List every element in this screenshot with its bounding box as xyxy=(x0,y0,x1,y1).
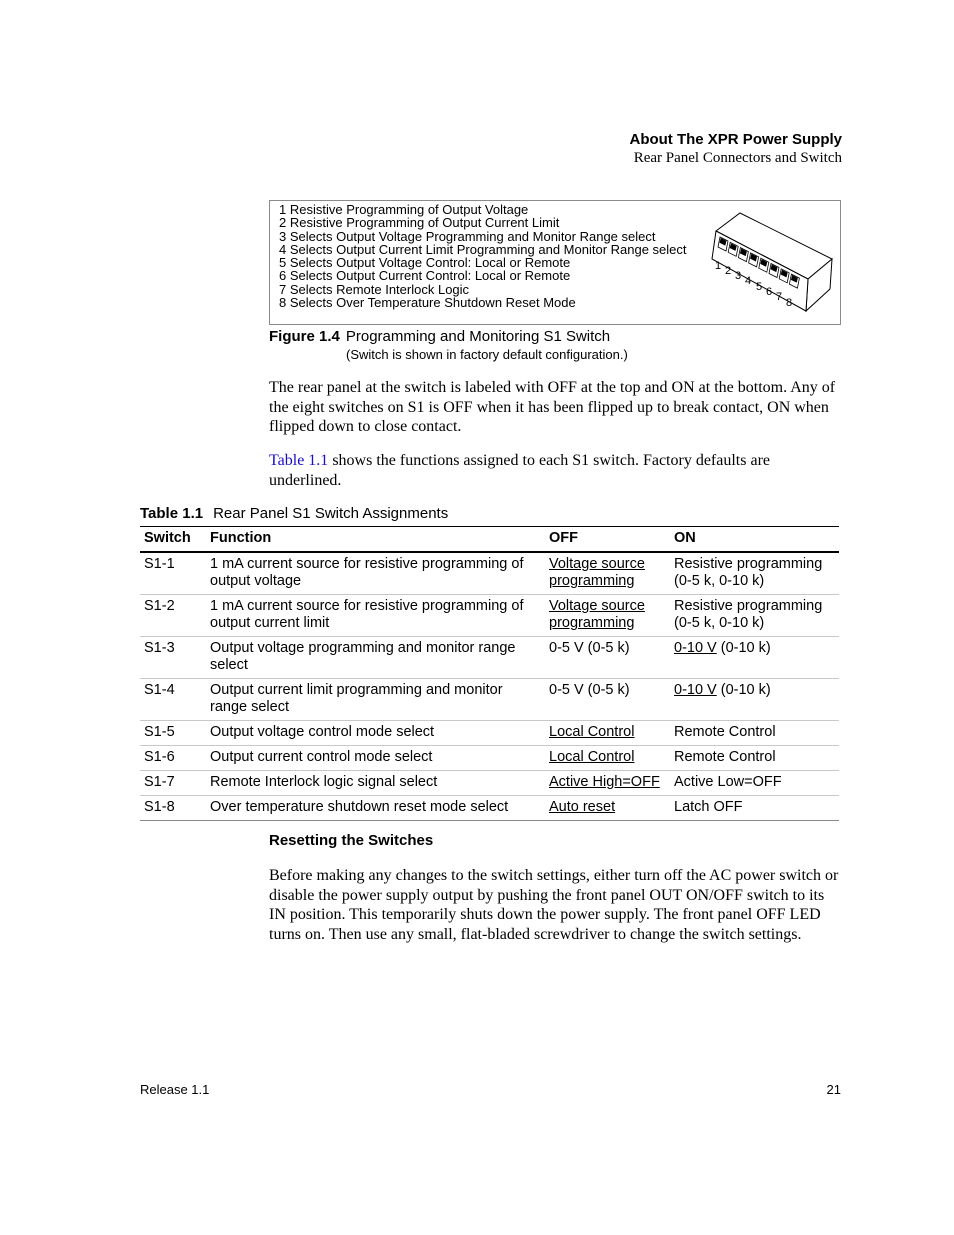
legend-item: 5 Selects Output Voltage Control: Local or Remote xyxy=(279,255,571,271)
paragraph-switch-orientation: The rear panel at the switch is labeled with OFF at the top and ON at the bottom. Any of the eight switches on S1 is OFF when it has been flipped up to break contact, ON when flipped down to close contact. xyxy=(269,379,836,435)
cell-function: 1 mA current source for resistive programming of output current limit xyxy=(206,595,545,637)
cell-on xyxy=(670,637,839,679)
running-header-subtitle: Rear Panel Connectors and Switch xyxy=(633,150,842,166)
table-row xyxy=(140,746,839,771)
table-row xyxy=(140,552,839,595)
table-row xyxy=(140,637,839,679)
cell-off-default: Active High=OFF xyxy=(545,771,670,796)
figure-caption xyxy=(269,328,610,345)
switch-number: 2 xyxy=(725,265,732,277)
legend-item: 8 Selects Over Temperature Shutdown Reset Mode xyxy=(279,295,576,311)
switch-number: 4 xyxy=(745,275,752,287)
legend-item: 4 Selects Output Current Limit Programming and Monitor Range select xyxy=(279,241,687,257)
figure-legend xyxy=(279,203,687,309)
cell-off-default: Local Control xyxy=(545,721,670,746)
cell-function: Over temperature shutdown reset mode select xyxy=(206,796,545,821)
cell-switch: S1-5 xyxy=(140,721,206,746)
switch-number: 1 xyxy=(715,260,722,272)
cell-on-default: 0-10 V xyxy=(674,640,717,656)
table-row xyxy=(140,771,839,796)
cell-switch: S1-7 xyxy=(140,771,206,796)
cell-off-default: Voltage source programming xyxy=(545,595,670,637)
cell-switch: S1-6 xyxy=(140,746,206,771)
cell-on: Latch OFF xyxy=(670,796,839,821)
legend-item: 6 Selects Output Current Control: Local or Remote xyxy=(279,268,571,284)
page-number: 21 xyxy=(826,1082,841,1097)
table-label: Table 1.1 xyxy=(140,505,204,522)
cell-on xyxy=(670,679,839,721)
paragraph-resetting: Before making any changes to the switch settings, either turn off the AC power switch or disable the power supply output by pushing the front panel OUT ON/OFF switch to its IN position. This temporarily shuts down the power supply. The front panel OFF LED turns on. Then use any small, flat-bladed screwdriver to change the switch settings. xyxy=(269,867,839,943)
cell-switch: S1-3 xyxy=(140,637,206,679)
cell-on: Resistive programming (0-5 k, 0-10 k) xyxy=(670,595,839,637)
figure-label: Figure 1.4 xyxy=(269,328,340,345)
section-heading: Resetting the Switches xyxy=(269,832,434,849)
cell-off: 0-5 V (0-5 k) xyxy=(545,679,670,721)
cell-on: Active Low=OFF xyxy=(670,771,839,796)
cell-off: 0-5 V (0-5 k) xyxy=(545,637,670,679)
dip-switch-illustration xyxy=(708,207,836,315)
cell-on-rest: (0-10 k) xyxy=(716,640,771,656)
cell-function: Output voltage control mode select xyxy=(206,721,545,746)
cell-switch: S1-8 xyxy=(140,796,206,821)
running-header-title: About The XPR Power Supply xyxy=(629,131,842,148)
cell-on: Resistive programming (0-5 k, 0-10 k) xyxy=(670,552,839,595)
cell-function: Output current control mode select xyxy=(206,746,545,771)
cell-function: Remote Interlock logic signal select xyxy=(206,771,545,796)
column-header-function: Function xyxy=(206,527,545,553)
cell-on: Remote Control xyxy=(670,721,839,746)
cell-function: 1 mA current source for resistive programming of output voltage xyxy=(206,552,545,595)
switch-number: 8 xyxy=(786,297,793,309)
cell-off-default: Voltage source programming xyxy=(545,552,670,595)
switch-assignments-table xyxy=(140,526,839,821)
column-header-off: OFF xyxy=(545,527,670,553)
paragraph-text: shows the functions assigned to each S1 switch. Factory defaults are underlined. xyxy=(269,452,770,489)
table-row xyxy=(140,796,839,821)
table-caption xyxy=(140,505,448,522)
switch-number: 7 xyxy=(776,291,783,303)
legend-item: 7 Selects Remote Interlock Logic xyxy=(279,281,470,297)
table-row xyxy=(140,595,839,637)
legend-item: 2 Resistive Programming of Output Current Limit xyxy=(279,215,560,231)
figure-caption-text: Programming and Monitoring S1 Switch xyxy=(345,328,611,345)
cell-on-rest: (0-10 k) xyxy=(716,682,771,698)
switch-number: 3 xyxy=(735,270,742,282)
table-link[interactable]: Table 1.1 xyxy=(269,452,329,469)
figure-box xyxy=(269,200,841,325)
legend-item: 3 Selects Output Voltage Programming and Monitor Range select xyxy=(279,228,656,244)
cell-switch: S1-1 xyxy=(140,552,206,595)
table-caption-text: Rear Panel S1 Switch Assignments xyxy=(213,505,449,522)
cell-function: Output voltage programming and monitor range select xyxy=(206,637,545,679)
switch-number: 5 xyxy=(756,281,763,293)
cell-on-default: 0-10 V xyxy=(674,682,717,698)
column-header-on: ON xyxy=(670,527,839,553)
table-row xyxy=(140,721,839,746)
cell-function: Output current limit programming and monitor range select xyxy=(206,679,545,721)
cell-off-default: Local Control xyxy=(545,746,670,771)
switch-number: 6 xyxy=(766,286,773,298)
figure-note: (Switch is shown in factory default configuration.) xyxy=(346,347,628,362)
table-header-row xyxy=(140,527,839,553)
cell-off-default: Auto reset xyxy=(545,796,670,821)
column-header-switch: Switch xyxy=(140,527,206,553)
footer-release: Release 1.1 xyxy=(140,1082,210,1097)
legend-item: 1 Resistive Programming of Output Voltage xyxy=(279,202,529,217)
paragraph-table-reference xyxy=(269,451,841,490)
cell-on: Remote Control xyxy=(670,746,839,771)
cell-switch: S1-4 xyxy=(140,679,206,721)
table-row xyxy=(140,679,839,721)
cell-switch: S1-2 xyxy=(140,595,206,637)
